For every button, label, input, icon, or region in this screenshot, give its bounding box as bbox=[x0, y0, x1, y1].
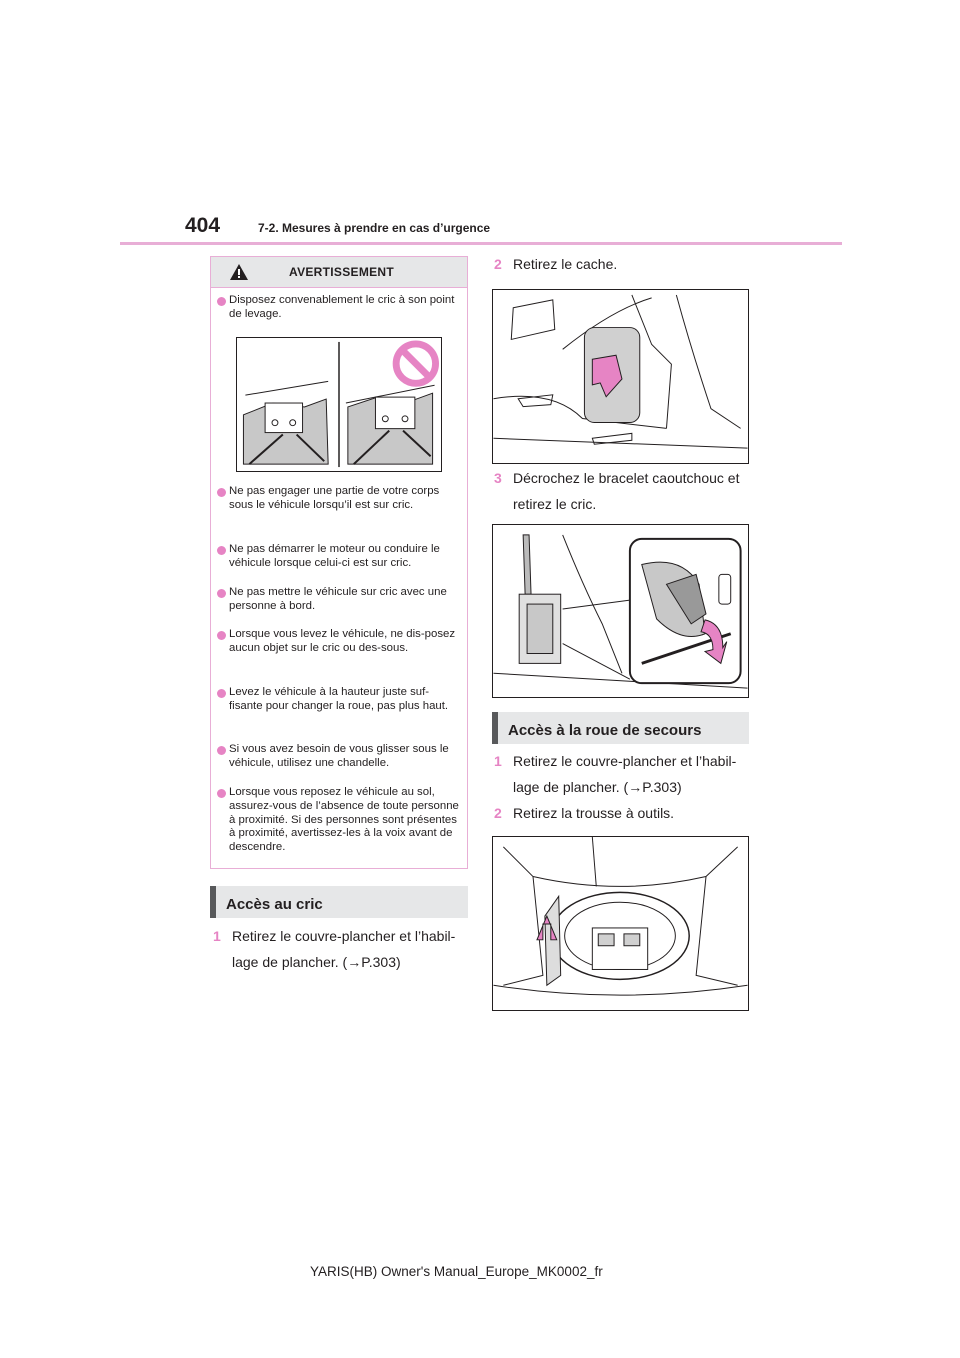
bullet-icon bbox=[217, 689, 226, 698]
step-text: Retirez la trousse à outils. bbox=[513, 805, 675, 821]
step-text: Retirez le couvre-plancher et l’habil-lage de plancher. (→P.303) bbox=[513, 753, 737, 795]
warning-item: Ne pas mettre le véhicule sur cric avec une personne à bord. bbox=[217, 586, 459, 614]
bullet-icon bbox=[217, 589, 226, 598]
warning-item: Lorsque vous reposez le véhicule au sol, assurez-vous de l’absence de toute personne à proximité. Si des personnes sont présentes à proximité, avertissez-les à la voix avant de descendre. bbox=[217, 786, 459, 855]
step-number: 2 bbox=[494, 805, 502, 821]
jack-step-1 bbox=[213, 923, 468, 975]
jack-step-3 bbox=[494, 465, 749, 517]
warning-item: Lorsque vous levez le véhicule, ne dis-posez aucun objet sur le cric ou des-sous. bbox=[217, 628, 459, 656]
footer-text: YARIS(HB) Owner's Manual_Europe_MK0002_fr bbox=[310, 1264, 603, 1279]
spare-wheel-figure bbox=[492, 836, 749, 1011]
header-rule bbox=[120, 242, 842, 245]
warning-header bbox=[211, 257, 467, 288]
bullet-icon bbox=[217, 631, 226, 640]
spare-step-1 bbox=[494, 748, 749, 800]
spare-step-2 bbox=[494, 800, 749, 826]
section-header-spare bbox=[492, 712, 749, 744]
jack-strap-illustration bbox=[493, 525, 748, 697]
bullet-icon bbox=[217, 488, 226, 497]
warning-title: AVERTISSEMENT bbox=[289, 265, 395, 279]
step-text: Retirez le couvre-plancher et l’habil-lage de plancher. (→P.303) bbox=[232, 928, 456, 970]
section-heading: Accès à la roue de secours bbox=[508, 722, 702, 739]
warning-box bbox=[210, 256, 468, 869]
bullet-icon bbox=[217, 746, 226, 755]
warning-item: Disposez convenablement le cric à son point de levage. bbox=[217, 294, 459, 322]
page-number: 404 bbox=[185, 214, 221, 237]
trunk-cover-illustration bbox=[493, 290, 748, 463]
bullet-icon bbox=[217, 789, 226, 798]
step-number: 3 bbox=[494, 470, 502, 486]
jack-removal-figure bbox=[492, 524, 749, 698]
jack-illustration bbox=[237, 338, 441, 471]
section-title: 7-2. Mesures à prendre en cas d’urgence bbox=[258, 221, 491, 235]
warning-item: Ne pas engager une partie de votre corps sous le véhicule lorsqu’il est sur cric. bbox=[217, 485, 459, 513]
warning-item: Levez le véhicule à la hauteur juste suf-fisante pour changer la roue, pas plus haut. bbox=[217, 686, 459, 714]
bullet-icon bbox=[217, 297, 226, 306]
section-heading: Accès au cric bbox=[226, 896, 323, 913]
warning-item: Ne pas démarrer le moteur ou conduire le véhicule lorsque celui-ci est sur cric. bbox=[217, 543, 459, 571]
jack-position-figure bbox=[236, 337, 442, 472]
warning-item: Si vous avez besoin de vous glisser sous le véhicule, utilisez une chandelle. bbox=[217, 743, 459, 771]
step-text: Décrochez le bracelet caoutchouc et retirez le cric. bbox=[513, 470, 740, 512]
step-number: 2 bbox=[494, 256, 502, 272]
step-text: Retirez le cache. bbox=[513, 256, 618, 272]
section-header-jack bbox=[210, 886, 468, 918]
step-number: 1 bbox=[494, 753, 502, 769]
warning-triangle-icon bbox=[229, 263, 249, 281]
step-number: 1 bbox=[213, 928, 221, 944]
cover-removal-figure bbox=[492, 289, 749, 464]
bullet-icon bbox=[217, 546, 226, 555]
jack-step-2 bbox=[494, 251, 749, 277]
spare-wheel-illustration bbox=[493, 837, 748, 1010]
